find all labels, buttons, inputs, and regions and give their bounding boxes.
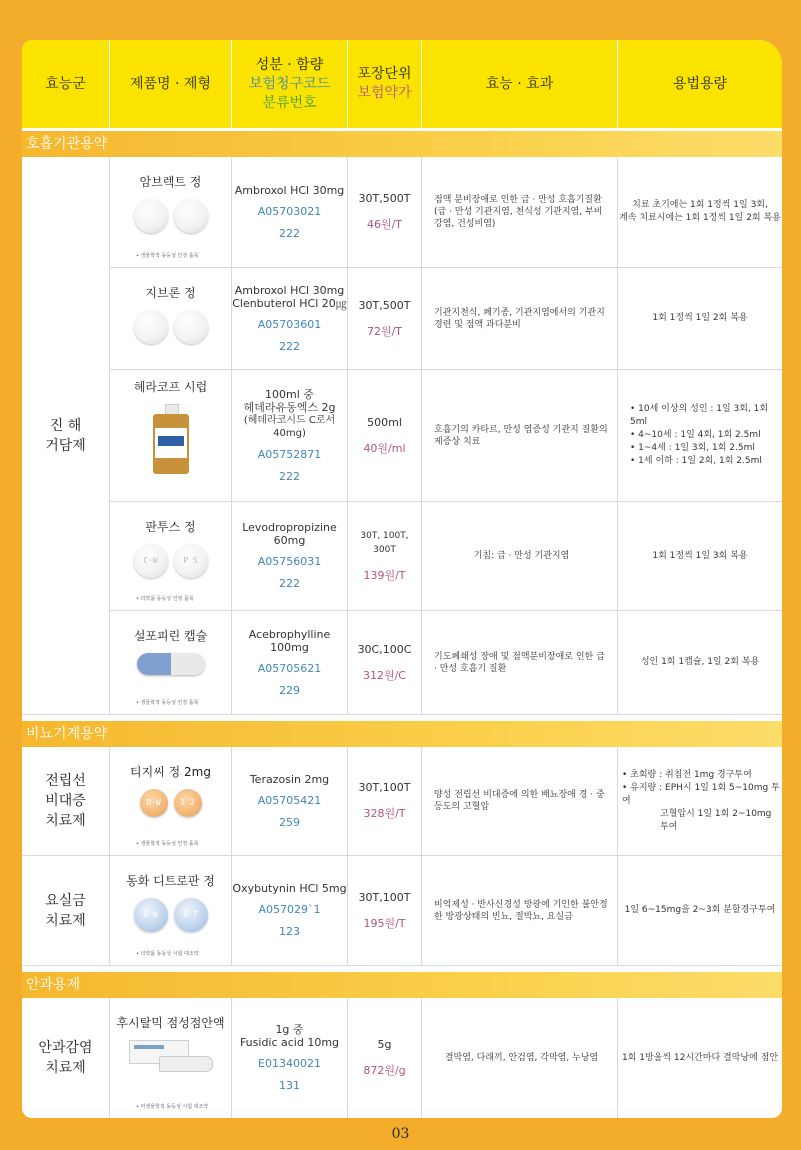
tablet-image: D·W 1 2 xyxy=(140,789,202,817)
header-efficacy: 효능 · 효과 xyxy=(422,40,618,128)
tablet-image xyxy=(134,310,208,344)
product-name: 동화 디트로판 정 xyxy=(126,874,215,888)
class-number: 222 xyxy=(279,469,300,483)
class-number: 222 xyxy=(279,226,300,240)
header-product: 제품명 · 제형 xyxy=(110,40,232,128)
capsule-image xyxy=(137,653,205,675)
product-note: • 미생물학적 동등성 시험 대조약 xyxy=(136,1104,209,1110)
efficacy-cell: 호흡기의 카타르, 만성 염증성 기관지 질환의 제증상 치료 xyxy=(422,370,618,501)
product-cell xyxy=(110,157,232,267)
ingredient-cell: Levodropropizine 60mg A05756031 222 xyxy=(232,502,348,610)
insurance-price: 872원/g xyxy=(363,1064,406,1077)
insurance-code: A05756031 xyxy=(257,555,322,568)
class-number: 259 xyxy=(279,815,300,829)
insurance-price: 312원/C xyxy=(362,668,406,682)
eye-drop-tube-image xyxy=(129,1040,213,1072)
product-cell xyxy=(110,747,232,855)
ingredient-cell: Ambroxol HCl 30mg Clenbuterol HCl 20㎍ A05703601 222 xyxy=(232,268,348,369)
product-note: • 생물학적 동등성 인정 품목 xyxy=(136,253,199,259)
dosage-cell: 1회 1정씩 1일 3회 복용 xyxy=(652,550,748,561)
insurance-code: A057029`1 xyxy=(258,903,321,916)
table-row xyxy=(110,611,782,715)
product-name: 암브렉트 정 xyxy=(139,175,202,189)
tablet-image: C·W P S xyxy=(134,544,208,578)
ingredient-cell: Ambroxol HCl 30mg A05703021 222 xyxy=(232,157,348,267)
section-respiratory: 호흡기관용약 xyxy=(22,131,782,157)
dosage-cell: 성인 1회 1캡슐, 1일 2회 복용 xyxy=(640,657,760,667)
dosage-cell: 1일 6~15mg을 2~3회 분할경구투여 xyxy=(624,905,776,915)
group-eye-infection: 안과감염 치료제 xyxy=(22,998,110,1118)
ingredient-cell: 100ml 중 헤데라유동엑스 2g (헤데라코시드 C로서 40mg) A05752871 222 xyxy=(232,370,348,501)
tablet-image xyxy=(134,199,208,233)
efficacy-cell: 기도폐쇄성 장애 및 점액분비장애로 인한 급 · 만성 호흡기 질환 xyxy=(422,611,618,714)
table-row xyxy=(110,157,782,268)
header-ingredient: 성분 · 함량 보험청구코드 분류번호 xyxy=(232,40,348,128)
table-header xyxy=(22,40,782,128)
table-row xyxy=(110,747,782,856)
class-number: 131 xyxy=(279,1079,300,1092)
efficacy-cell: 점액 분비장애로 인한 급 · 만성 호흡기질환 (급 · 만성 기관지염, 천식성 기관지염, 부비강염, 건성비염) xyxy=(422,157,618,267)
catalog-sheet xyxy=(22,40,782,1118)
pack-cell: 5g 872원/g xyxy=(348,998,422,1118)
ingredient-cell: 1g 중 Fusidic acid 10mg E01340021 131 xyxy=(232,998,348,1118)
header-group: 효능군 xyxy=(22,40,110,128)
product-cell xyxy=(110,268,232,369)
pack-cell: 30T,100T 195원/T xyxy=(348,856,422,965)
ingredient-cell: Oxybutynin HCl 5mg A057029`1 123 xyxy=(232,856,348,965)
group-antitussive: 진 해 거담제 xyxy=(22,157,110,715)
product-cell xyxy=(110,370,232,501)
product-note: • 생물학적 동등성 인정 품목 xyxy=(136,841,199,847)
class-number: 222 xyxy=(279,577,300,590)
efficacy-cell: 기침: 급 · 만성 기관지염 xyxy=(422,502,618,610)
insurance-code: A05705421 xyxy=(257,793,322,807)
class-number: 222 xyxy=(279,339,300,353)
section-urology: 비뇨기계용약 xyxy=(22,721,782,747)
insurance-price: 40원/ml xyxy=(363,441,406,455)
pack-cell: 30T,500T 72원/T xyxy=(348,268,422,369)
insurance-price: 195원/T xyxy=(363,916,406,930)
insurance-code: A05705621 xyxy=(257,661,322,675)
product-name: 헤라코프 시럽 xyxy=(133,380,208,394)
product-name: 티지씨 정 2mg xyxy=(130,765,211,779)
pack-cell: 30T,500T 46원/T xyxy=(348,157,422,267)
product-name: 지브론 정 xyxy=(145,286,196,300)
insurance-code: A05752871 xyxy=(257,447,322,461)
dosage-cell: 1회 1방울씩 12시간마다 결막낭에 점안 xyxy=(621,1052,779,1063)
product-cell xyxy=(110,611,232,714)
section-ophthalmic: 안과용제 xyxy=(22,972,782,998)
ingredient-cell: Acebrophylline 100mg A05705621 229 xyxy=(232,611,348,714)
header-pack: 포장단위 보험약가 xyxy=(348,40,422,128)
dosage-cell: • 초회량 : 취침전 1mg 경구투여 • 유지량 : EPH시 1일 1회 5~10mg 투여 고혈압시 1일 1회 2~10mg 투여 xyxy=(622,769,780,832)
pack-cell: 30T,100T 328원/T xyxy=(348,747,422,855)
insurance-price: 46원/T xyxy=(366,218,403,231)
efficacy-cell: 기관지천식, 폐기종, 기관지염에서의 기관지 경련 및 점액 과다분비 xyxy=(422,268,618,369)
pack-cell: 30C,100C 312원/C xyxy=(348,611,422,714)
pack-cell: 30T, 100T, 300T 139원/T xyxy=(348,502,422,610)
product-cell xyxy=(110,856,232,965)
header-dosage: 용법용량 xyxy=(672,75,728,92)
table-row xyxy=(110,268,782,370)
dosage-cell: 치료 초기에는 1회 1정씩 1일 3회, 계속 치료시에는 1회 1정씩 1일 2회 복용 xyxy=(619,200,781,223)
efficacy-cell: 비억제성 · 반사신경성 방광에 기인한 불안정한 방광상태의 빈뇨, 절박뇨, 요실금 xyxy=(422,856,618,965)
product-note: • 의약품 동등성 인정 품목 xyxy=(136,596,194,602)
tablet-image: D·W D T xyxy=(134,898,208,932)
class-number: 229 xyxy=(279,683,300,697)
dosage-cell: • 10세 이상의 성인 : 1일 3회, 1회 5ml • 4~10세 : 1일 4회, 1회 2.5ml • 1~4세 : 1일 3회, 1회 2.5ml • 1세 이하 : 1일 2회, 1회 2.5ml xyxy=(630,404,769,466)
product-name: 판투스 정 xyxy=(145,520,196,534)
product-note: • 의약품 동등성 시험 대조약 xyxy=(136,951,199,957)
insurance-price: 72원/T xyxy=(366,324,403,338)
table-row xyxy=(110,370,782,502)
syrup-bottle-image xyxy=(151,404,191,476)
group-incontinence: 요실금 치료제 xyxy=(22,856,110,966)
insurance-code: A05703021 xyxy=(257,204,322,218)
class-number: 123 xyxy=(279,925,300,938)
insurance-code: A05703601 xyxy=(257,317,322,331)
product-note: • 생물학적 동등성 인정 품목 xyxy=(136,700,199,706)
dosage-cell: 1회 1정씩 1일 2회 복용 xyxy=(652,313,748,323)
ingredient-cell: Terazosin 2mg A05705421 259 xyxy=(232,747,348,855)
table-row xyxy=(110,856,782,966)
insurance-price: 139원/T xyxy=(363,569,406,582)
insurance-price: 328원/T xyxy=(363,807,406,820)
group-prostate: 전립선 비대증 치료제 xyxy=(22,747,110,856)
efficacy-cell: 양성 전립선 비대증에 의한 배뇨장애 경 · 중등도의 고혈압 xyxy=(422,747,618,855)
insurance-code: E01340021 xyxy=(258,1057,321,1070)
product-name: 설포피린 캡슐 xyxy=(133,629,208,643)
table-row xyxy=(110,998,782,1118)
product-cell xyxy=(110,998,232,1118)
efficacy-cell: 결막염, 다래끼, 안검염, 각막염, 누낭염 xyxy=(422,998,618,1118)
product-name: 후시탈믹 점성점안액 xyxy=(116,1016,225,1030)
pack-cell: 500ml 40원/ml xyxy=(348,370,422,501)
table-row xyxy=(110,502,782,611)
product-cell xyxy=(110,502,232,610)
page-number: 03 xyxy=(391,1126,410,1142)
